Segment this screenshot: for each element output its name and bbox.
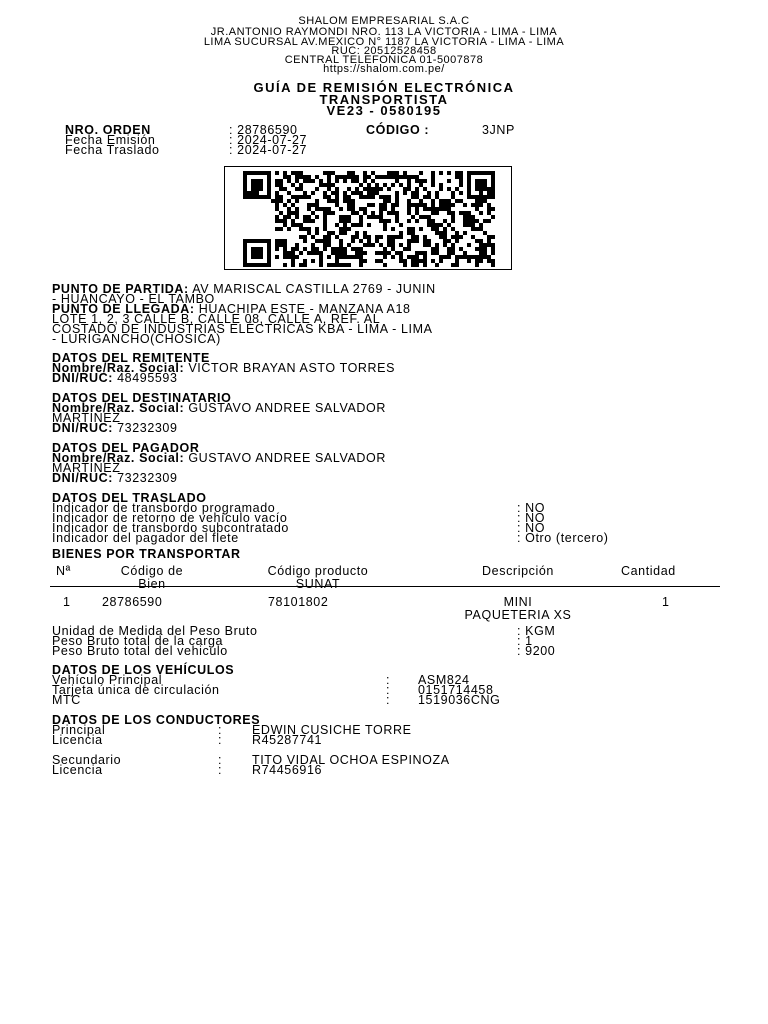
- recipient-section-title: DATOS DEL DESTINATARIO: [52, 391, 232, 405]
- vehicle-row-value: 1519036CNG: [418, 693, 501, 707]
- departure-address-1: AV MARISCAL CASTILLA 2769 - JUNIN: [192, 282, 436, 296]
- arrival-address-2: LOTE 1, 2, 3 CALLE B, CALLE 08, CALLE A, REF. AL: [52, 312, 381, 326]
- vehicle-row-colon: :: [386, 693, 391, 707]
- goods-header-number: Nª: [56, 564, 71, 578]
- vehicle-row-label: MTC: [52, 693, 81, 707]
- sender-dni-value: 48495593: [117, 371, 178, 385]
- payer-dni: [52, 472, 178, 485]
- goods-header-code-line1: Código de: [120, 564, 184, 578]
- company-website: https://shalom.com.pe/: [323, 63, 445, 75]
- company-address-1: JR.ANTONIO RAYMONDI NRO. 113 LA VICTORIA - LIMA - LIMA: [210, 26, 558, 38]
- weight-row-label: Peso Bruto total de la carga: [52, 634, 224, 648]
- payer-dni-label: DNI/RUC:: [52, 471, 114, 485]
- goods-row-description-line2: PAQUETERIA XS: [464, 607, 572, 622]
- weight-row-label: Unidad de Medida del Peso Bruto: [52, 624, 258, 638]
- issue-date-label: Fecha Emisión: [65, 133, 156, 147]
- sender-dni: [52, 372, 178, 385]
- payer-name-value-2: MARTINEZ: [52, 461, 121, 475]
- qr-code-icon: [243, 171, 495, 267]
- arrival-label: PUNTO DE LLEGADA:: [52, 302, 195, 316]
- driver-row-label: Licencia: [52, 733, 103, 747]
- transfer-section-title: DATOS DEL TRASLADO: [52, 491, 207, 505]
- driver-row-colon: :: [218, 753, 223, 767]
- sender-dni-label: DNI/RUC:: [52, 371, 114, 385]
- goods-row-code: 28786590: [102, 595, 163, 609]
- transfer-row-value: : Otro (tercero): [517, 531, 609, 545]
- order-number-value: : 28786590: [229, 123, 298, 137]
- recipient-name-label: Nombre/Raz. Social:: [52, 401, 185, 415]
- transfer-date-value: : 2024-07-27: [229, 143, 308, 157]
- weight-row-value: : 1: [517, 634, 533, 648]
- sender-name-value: VICTOR BRAYAN ASTO TORRES: [188, 361, 396, 375]
- transfer-date-label: Fecha Traslado: [65, 143, 160, 157]
- driver-row-label: Secundario: [52, 753, 122, 767]
- goods-row-description: [418, 596, 618, 621]
- vehicles-section-title: DATOS DE LOS VEHÍCULOS: [52, 663, 235, 677]
- transfer-row-label: Indicador del pagador del flete: [52, 531, 239, 545]
- sender-section-title: DATOS DEL REMITENTE: [52, 351, 210, 365]
- goods-row-number: 1: [63, 595, 71, 609]
- goods-row-description-line1: MINI: [503, 595, 533, 609]
- document-title: GUÍA DE REMISIÓN ELECTRÓNICA: [253, 80, 515, 95]
- driver-row-label: Licencia: [52, 763, 103, 777]
- driver-row-value: TITO VIDAL OCHOA ESPINOZA: [252, 753, 450, 767]
- goods-row-quantity: 1: [662, 595, 670, 609]
- recipient-name-value-2: MARTINEZ: [52, 411, 121, 425]
- company-name: SHALOM EMPRESARIAL S.A.C: [298, 15, 470, 27]
- qr-code: [224, 166, 512, 270]
- recipient-dni-label: DNI/RUC:: [52, 421, 114, 435]
- recipient-name-value: GUSTAVO ANDREE SALVADOR: [188, 401, 386, 415]
- recipient-dni: [52, 422, 178, 435]
- goods-section-title: BIENES POR TRANSPORTAR: [52, 547, 241, 561]
- code-label: CÓDIGO :: [366, 123, 430, 137]
- driver-row-value: R74456916: [252, 763, 323, 777]
- vehicle-row-label: Vehículo Principal: [52, 673, 163, 687]
- goods-header-sunat-line2: SUNAT: [295, 576, 341, 591]
- company-phone: CENTRAL TELEFONICA 01-5007878: [284, 54, 484, 66]
- document-subtitle: TRANSPORTISTA: [319, 92, 449, 107]
- vehicle-row-colon: :: [386, 673, 391, 687]
- issue-date-value: : 2024-07-27: [229, 133, 308, 147]
- arrival-address-4: - LURIGANCHO(CHOSICA): [52, 332, 221, 346]
- transfer-row-value: : NO: [517, 521, 546, 535]
- vehicle-row-label: Tarjeta única de circulación: [52, 683, 220, 697]
- transfer-row-label: Indicador de transbordo programado: [52, 501, 276, 515]
- payer-dni-value: 73232309: [117, 471, 178, 485]
- driver-row-value: R45287741: [252, 733, 323, 747]
- vehicle-row-value: ASM824: [418, 673, 470, 687]
- driver-row-colon: :: [218, 723, 223, 737]
- payer-name-value: GUSTAVO ANDREE SALVADOR: [188, 451, 386, 465]
- weight-row-value: : KGM: [517, 624, 556, 638]
- goods-header-quantity: Cantidad: [621, 564, 676, 578]
- drivers-section-title: DATOS DE LOS CONDUCTORES: [52, 713, 261, 727]
- weight-row-label: Peso Bruto total del vehiculo: [52, 644, 228, 658]
- arrival-address-1: HUACHIPA ESTE - MANZANA A18: [198, 302, 411, 316]
- vehicle-row-value: 0151714458: [418, 683, 494, 697]
- goods-table-divider: [50, 586, 720, 587]
- driver-row-label: Principal: [52, 723, 106, 737]
- weight-row-value: : 9200: [517, 644, 556, 658]
- sender-name-label: Nombre/Raz. Social:: [52, 361, 185, 375]
- arrival-address-3: COSTADO DE INDUSTRIAS ELÉCTRICAS KBA - LIMA - LIMA: [52, 322, 433, 336]
- goods-header-sunat-line1: Código producto: [267, 564, 369, 578]
- vehicle-row-colon: :: [386, 683, 391, 697]
- goods-header-code-line2: Bien: [138, 576, 166, 591]
- departure-label: PUNTO DE PARTIDA:: [52, 282, 189, 296]
- transfer-row-label: Indicador de transbordo subcontratado: [52, 521, 289, 535]
- transfer-row-label: Indicador de retorno de vehículo vacío: [52, 511, 288, 525]
- document-number: VE23 - 0580195: [326, 103, 442, 118]
- transfer-row-value: : NO: [517, 511, 546, 525]
- transfer-row-value: : NO: [517, 501, 546, 515]
- driver-row-value: EDWIN CUSICHE TORRE: [252, 723, 412, 737]
- payer-name-label: Nombre/Raz. Social:: [52, 451, 185, 465]
- driver-row-colon: :: [218, 733, 223, 747]
- driver-row-colon: :: [218, 763, 223, 777]
- recipient-dni-value: 73232309: [117, 421, 178, 435]
- order-number-label: NRO. ORDEN: [65, 123, 151, 137]
- company-address-2: LIMA SUCURSAL AV.MEXICO N° 1187 LA VICTORIA - LIMA - LIMA: [203, 36, 565, 48]
- company-ruc: RUC: 20512528458: [331, 45, 437, 57]
- goods-row-sunat: 78101802: [268, 595, 329, 609]
- departure-address-2: - HUANCAYO - EL TAMBO: [52, 292, 215, 306]
- goods-header-description: Descripción: [482, 564, 554, 578]
- payer-section-title: DATOS DEL PAGADOR: [52, 441, 200, 455]
- code-value: 3JNP: [482, 123, 515, 137]
